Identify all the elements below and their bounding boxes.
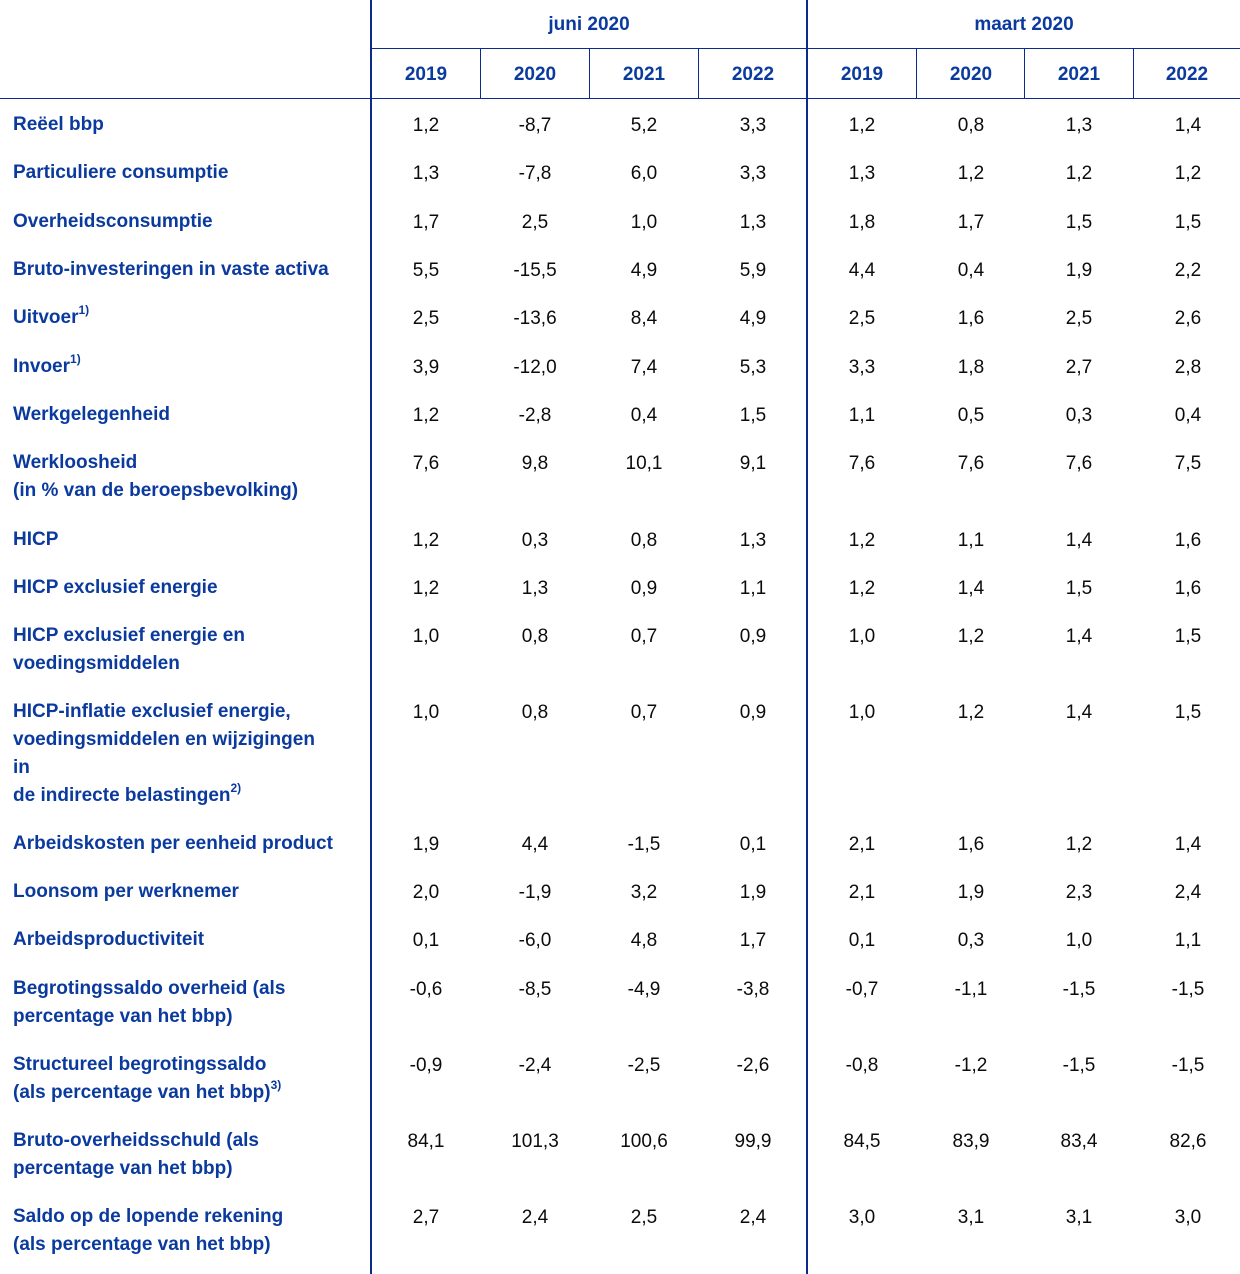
table-cell: 2,4 (1174, 882, 1202, 903)
table-cell: -1,5 (1171, 979, 1205, 1000)
table-cell: 1,6 (957, 834, 985, 855)
table-cell: 2,5 (848, 308, 876, 329)
table-cell: 2,5 (630, 1207, 658, 1228)
table-cell: -1,2 (954, 1055, 988, 1076)
table-cell: -3,8 (736, 979, 770, 1000)
table-cell: -1,9 (518, 882, 552, 903)
table-cell: 1,3 (412, 163, 440, 184)
table-cell: 1,4 (1174, 834, 1202, 855)
footnote-marker: 1) (70, 351, 81, 366)
footnote-marker: 2) (230, 780, 242, 795)
table-cell: 101,3 (511, 1131, 559, 1152)
table-cell: 0,9 (739, 702, 767, 723)
row-label: Overheidsconsumptie (13, 211, 213, 232)
table-cell: 1,5 (739, 405, 767, 426)
table-cell: 1,2 (412, 405, 440, 426)
year-header: 2020 (949, 64, 993, 85)
year-divider (1024, 49, 1025, 98)
table-cell: 1,2 (412, 115, 440, 136)
table-cell: 1,7 (957, 212, 985, 233)
table-cell: 1,4 (1065, 702, 1093, 723)
table-cell: 1,3 (521, 578, 549, 599)
table-cell: 1,8 (957, 357, 985, 378)
table-cell: 0,8 (521, 702, 549, 723)
table-cell: 1,9 (1065, 260, 1093, 281)
table-cell: 1,0 (848, 626, 876, 647)
row-label: Invoer$^{1)}$ (13, 351, 81, 377)
table-cell: 1,0 (412, 702, 440, 723)
table-cell: 1,0 (412, 626, 440, 647)
row-label: Arbeidsproductiviteit (13, 929, 205, 950)
table-cell: -0,6 (409, 979, 443, 1000)
table-cell: 7,4 (630, 357, 658, 378)
table-cell: 2,1 (848, 882, 876, 903)
table-cell: 3,1 (957, 1207, 985, 1228)
table-cell: -0,7 (845, 979, 879, 1000)
row-label: HICP (13, 529, 59, 550)
table-cell: 4,4 (848, 260, 876, 281)
group-header-maart: maart 2020 (974, 14, 1074, 35)
table-cell: 0,4 (957, 260, 985, 281)
table-cell: 2,5 (521, 212, 549, 233)
table-cell: 5,9 (739, 260, 767, 281)
table-cell: 1,4 (1065, 626, 1093, 647)
table-cell: 1,3 (739, 530, 767, 551)
table-cell: 5,2 (630, 115, 658, 136)
table-cell: 3,0 (1174, 1207, 1202, 1228)
header-bottom-line (0, 98, 1240, 99)
table-cell: 1,2 (957, 163, 985, 184)
table-cell: 7,6 (848, 453, 876, 474)
year-header: 2021 (622, 64, 666, 85)
table-cell: 1,5 (1174, 212, 1202, 233)
row-label: Reëel bbp (13, 114, 104, 135)
table-cell: 0,5 (957, 405, 985, 426)
table-cell: 4,4 (521, 834, 549, 855)
row-label: Saldo op de lopende rekening (als percentage van het bbp) (13, 1206, 284, 1255)
table-cell: 0,1 (739, 834, 767, 855)
table-cell: 1,9 (957, 882, 985, 903)
year-header: 2019 (404, 64, 448, 85)
table-cell: -2,4 (518, 1055, 552, 1076)
table-cell: 1,2 (848, 115, 876, 136)
table-cell: -1,5 (627, 834, 661, 855)
table-cell: 10,1 (625, 453, 663, 474)
row-label: HICP-inflatie exclusief energie, voedingsmiddelen en wijzigingen in de indirecte belastingen$^{2)}$ (13, 701, 315, 806)
year-header: 2022 (731, 64, 775, 85)
table-cell: 1,5 (1065, 578, 1093, 599)
table-cell: 7,6 (1065, 453, 1093, 474)
row-label: Begrotingssaldo overheid (als percentage van het bbp) (13, 978, 286, 1027)
table-cell: -13,6 (513, 308, 557, 329)
year-divider (480, 49, 481, 98)
table-cell: 6,0 (630, 163, 658, 184)
table-cell: 2,3 (1065, 882, 1093, 903)
table-cell: 0,4 (630, 405, 658, 426)
table-cell: 1,6 (1174, 530, 1202, 551)
table-cell: 1,0 (1065, 930, 1093, 951)
table-cell: 1,1 (957, 530, 985, 551)
table-cell: 2,4 (739, 1207, 767, 1228)
table-cell: -6,0 (518, 930, 552, 951)
year-divider (916, 49, 917, 98)
table-cell: 1,4 (1065, 530, 1093, 551)
table-cell: 2,7 (1065, 357, 1093, 378)
table-cell: -1,5 (1171, 1055, 1205, 1076)
table-cell: 84,1 (407, 1131, 445, 1152)
table-cell: 0,3 (521, 530, 549, 551)
table-cell: 1,8 (848, 212, 876, 233)
row-label: Loonsom per werknemer (13, 881, 239, 902)
table-cell: 1,2 (1065, 834, 1093, 855)
table-cell: 1,2 (957, 702, 985, 723)
table-cell: 0,3 (957, 930, 985, 951)
table-cell: 1,6 (957, 308, 985, 329)
table-cell: 82,6 (1169, 1131, 1207, 1152)
row-label: Werkgelegenheid (13, 404, 170, 425)
table-cell: 1,1 (739, 578, 767, 599)
table-cell: 2,4 (521, 1207, 549, 1228)
table-cell: 1,9 (739, 882, 767, 903)
table-cell: 1,2 (1174, 163, 1202, 184)
table-cell: 100,6 (620, 1131, 668, 1152)
table-cell: 99,9 (734, 1131, 772, 1152)
table-cell: 1,3 (1065, 115, 1093, 136)
table-cell: -7,8 (518, 163, 552, 184)
table-cell: 84,5 (843, 1131, 881, 1152)
table-cell: -4,9 (627, 979, 661, 1000)
footnote-marker: 3) (270, 1077, 282, 1092)
table-cell: -2,8 (518, 405, 552, 426)
table-cell: 7,6 (957, 453, 985, 474)
table-cell: 3,9 (412, 357, 440, 378)
row-label: Structureel begrotingssaldo (als percentage van het bbp)$^{3)}$ (13, 1054, 282, 1103)
table-cell: 9,1 (739, 453, 767, 474)
row-label: HICP exclusief energie (13, 577, 218, 598)
table-cell: 8,4 (630, 308, 658, 329)
table-cell: 1,2 (848, 530, 876, 551)
year-header: 2022 (1165, 64, 1209, 85)
table-cell: 1,2 (848, 578, 876, 599)
row-label: Bruto-investeringen in vaste activa (13, 259, 329, 280)
table-cell: 0,1 (412, 930, 440, 951)
table-cell: 3,3 (848, 357, 876, 378)
table-cell: 2,8 (1174, 357, 1202, 378)
table-cell: -1,1 (954, 979, 988, 1000)
table-cell: 1,6 (1174, 578, 1202, 599)
table-cell: 2,7 (412, 1207, 440, 1228)
table-cell: 1,1 (1174, 930, 1202, 951)
year-header: 2019 (840, 64, 884, 85)
table-cell: -0,8 (845, 1055, 879, 1076)
table-cell: 3,2 (630, 882, 658, 903)
table-cell: 4,9 (630, 260, 658, 281)
table-cell: 0,8 (521, 626, 549, 647)
year-divider (1133, 49, 1134, 98)
table-cell: 1,3 (739, 212, 767, 233)
table-cell: -12,0 (513, 357, 557, 378)
table-cell: 3,0 (848, 1207, 876, 1228)
table-cell: 83,4 (1060, 1131, 1098, 1152)
table-cell: -2,6 (736, 1055, 770, 1076)
table-cell: 0,8 (630, 530, 658, 551)
header-divider (371, 48, 1240, 49)
table-cell: 3,3 (739, 115, 767, 136)
table-cell: 4,8 (630, 930, 658, 951)
group-header-juni: juni 2020 (548, 14, 630, 35)
table-cell: 0,1 (848, 930, 876, 951)
table-cell: 3,1 (1065, 1207, 1093, 1228)
year-header: 2020 (513, 64, 557, 85)
table-cell: 2,1 (848, 834, 876, 855)
table-cell: 1,2 (412, 578, 440, 599)
row-label: Arbeidskosten per eenheid product (13, 833, 333, 854)
table-cell: 5,5 (412, 260, 440, 281)
table-cell: 0,8 (957, 115, 985, 136)
table-cell: 0,7 (630, 626, 658, 647)
table-cell: -15,5 (513, 260, 557, 281)
table-cell: 1,5 (1174, 702, 1202, 723)
row-label: Bruto-overheidsschuld (als percentage van het bbp) (13, 1130, 259, 1179)
table-cell: 1,1 (848, 405, 876, 426)
table-cell: -0,9 (409, 1055, 443, 1076)
row-label: Particuliere consumptie (13, 162, 229, 183)
table-cell: -1,5 (1062, 1055, 1096, 1076)
table-cell: 1,2 (957, 626, 985, 647)
table-cell: -2,5 (627, 1055, 661, 1076)
table-cell: 5,3 (739, 357, 767, 378)
table-cell: 0,7 (630, 702, 658, 723)
table-cell: 1,3 (848, 163, 876, 184)
table-cell: 1,0 (848, 702, 876, 723)
year-header: 2021 (1057, 64, 1101, 85)
table-cell: 1,7 (412, 212, 440, 233)
table-cell: 0,3 (1065, 405, 1093, 426)
table-cell: 1,2 (412, 530, 440, 551)
footnote-marker: 1) (78, 302, 90, 317)
table-cell: 7,6 (412, 453, 440, 474)
table-cell: 3,3 (739, 163, 767, 184)
table-cell: 83,9 (952, 1131, 990, 1152)
row-label: Werkloosheid (in % van de beroepsbevolking) (13, 452, 299, 501)
table-cell: -8,5 (518, 979, 552, 1000)
row-label: HICP exclusief energie en voedingsmiddelen (13, 625, 245, 674)
table-cell: 7,5 (1174, 453, 1202, 474)
table-cell: 1,2 (1065, 163, 1093, 184)
table-cell: 2,5 (1065, 308, 1093, 329)
year-divider (589, 49, 590, 98)
year-divider (698, 49, 699, 98)
table-cell: 0,9 (630, 578, 658, 599)
table-cell: 4,9 (739, 308, 767, 329)
table-cell: 1,9 (412, 834, 440, 855)
table-cell: 2,2 (1174, 260, 1202, 281)
table-cell: 1,4 (957, 578, 985, 599)
row-label: Uitvoer$^{1)}$ (13, 302, 90, 328)
table-cell: 1,4 (1174, 115, 1202, 136)
table-cell: 1,0 (630, 212, 658, 233)
table-cell: 1,5 (1174, 626, 1202, 647)
table-cell: 2,6 (1174, 308, 1202, 329)
table-cell: 1,7 (739, 930, 767, 951)
table-cell: 0,4 (1174, 405, 1202, 426)
table-cell: 1,5 (1065, 212, 1093, 233)
table-cell: 2,5 (412, 308, 440, 329)
table-cell: -8,7 (518, 115, 552, 136)
table-cell: 2,0 (412, 882, 440, 903)
table-cell: 0,9 (739, 626, 767, 647)
table-cell: -1,5 (1062, 979, 1096, 1000)
table-cell: 9,8 (521, 453, 549, 474)
